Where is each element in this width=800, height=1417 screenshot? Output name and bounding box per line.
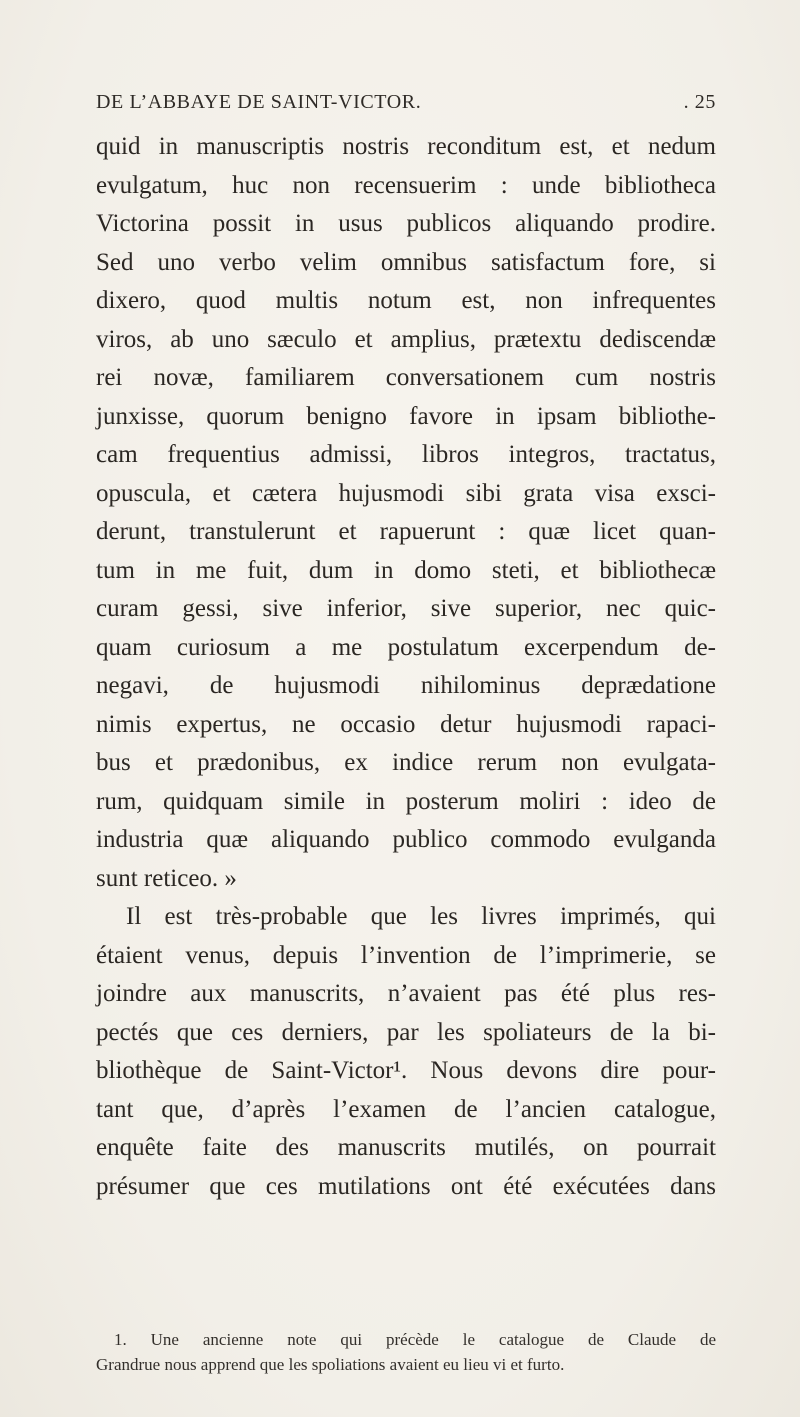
text-line-paragraph-start: Il est très-probable que les livres imprimés, qui (126, 903, 716, 930)
text-line: joindre aux manuscrits, n’avaient pas été plus res- (96, 980, 716, 1007)
text-line-paragraph-end: sunt reticeo. » (96, 864, 237, 892)
body-text (96, 128, 716, 1206)
text-line: Sed uno verbo velim omnibus satisfactum fore, si (96, 248, 716, 276)
text-line: bliothèque de Saint-Victor¹. Nous devons dire pour- (96, 1057, 716, 1084)
text-line: tum in me fuit, dum in domo steti, et bibliothecæ (96, 556, 716, 584)
text-line: pectés que ces derniers, par les spoliateurs de la bi- (96, 1018, 716, 1046)
text-line: junxisse, quorum benigno favore in ipsam bibliothe- (96, 402, 716, 430)
text-line: présumer que ces mutilations ont été exécutées dans (96, 1172, 716, 1200)
footnote (96, 1327, 716, 1377)
text-line: industria quæ aliquando publico commodo evulganda (96, 826, 716, 853)
page-header (96, 91, 716, 121)
text-line: tant que, d’après l’examen de l’ancien catalogue, (96, 1095, 716, 1123)
text-line: viros, ab uno sæculo et amplius, prætextu dediscendæ (96, 325, 716, 353)
text-line: quam curiosum a me postulatum excerpendum de- (96, 633, 716, 661)
text-line: opuscula, et cætera hujusmodi sibi grata visa exsci- (96, 479, 716, 507)
footnote-line: Grandrue nous apprend que les spoliations avaient eu lieu vi et furto. (96, 1355, 565, 1374)
running-head: DE L’ABBAYE DE SAINT-VICTOR. (96, 91, 422, 113)
text-line: cam frequentius admissi, libros integros, tractatus, (96, 441, 716, 468)
text-line: dixero, quod multis notum est, non infrequentes (96, 287, 716, 314)
footnote-line: 1. Une ancienne note qui précède le catalogue de Claude de (114, 1330, 716, 1349)
text-line: enquête faite des manuscrits mutilés, on pourrait (96, 1134, 716, 1161)
text-line: quid in manuscriptis nostris reconditum est, et nedum (96, 133, 716, 160)
text-line: curam gessi, sive inferior, sive superior, nec quic- (96, 595, 716, 622)
text-line: étaient venus, depuis l’invention de l’imprimerie, se (96, 941, 716, 969)
text-line: nimis expertus, ne occasio detur hujusmodi rapaci- (96, 710, 716, 738)
text-line: bus et prædonibus, ex indice rerum non evulgata- (96, 749, 716, 776)
text-line: evulgatum, huc non recensuerim : unde bibliotheca (96, 171, 716, 199)
text-line: rei novæ, familiarem conversationem cum nostris (96, 364, 716, 391)
text-line: derunt, transtulerunt et rapuerunt : quæ licet quan- (96, 518, 716, 545)
text-line: negavi, de hujusmodi nihilominus deprædatione (96, 672, 716, 699)
page-number: . 25 (683, 91, 716, 113)
text-line: rum, quidquam simile in posterum moliri : ideo de (96, 787, 716, 815)
text-line: Victorina possit in usus publicos aliquando prodire. (96, 210, 716, 237)
